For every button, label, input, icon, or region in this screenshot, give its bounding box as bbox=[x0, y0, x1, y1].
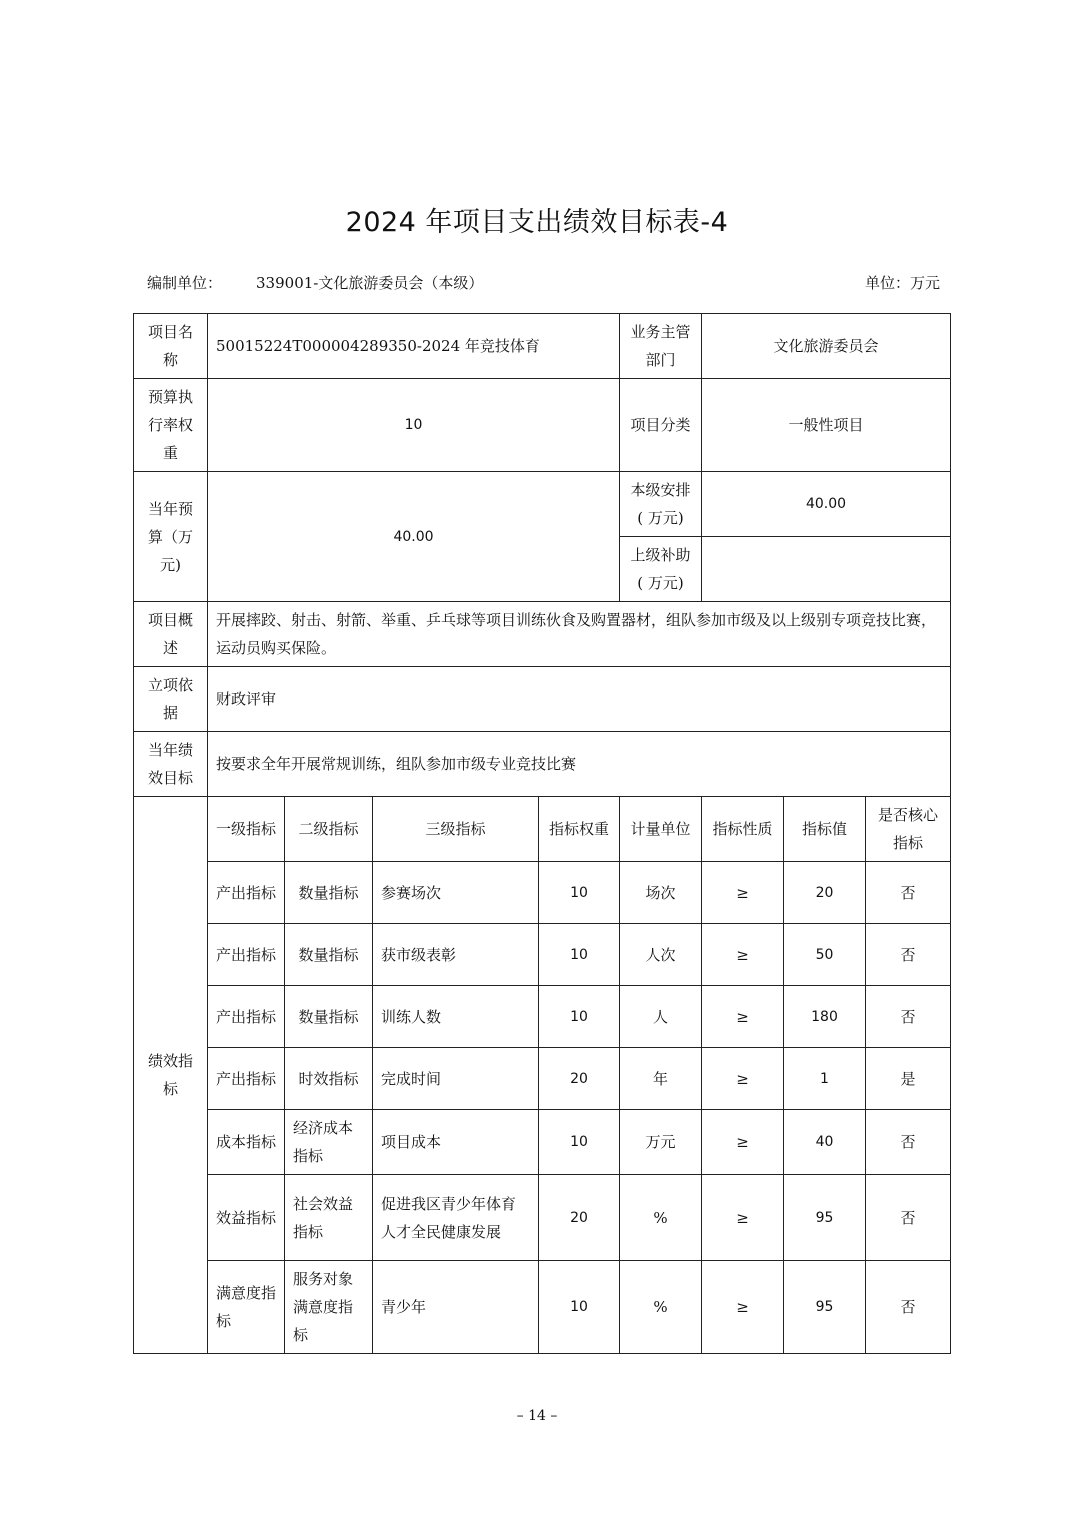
weight-cell: 20 bbox=[539, 1175, 620, 1261]
level2-cell: 社会效益指标 bbox=[285, 1175, 373, 1261]
nature-cell: ≥ bbox=[702, 1175, 784, 1261]
value-cell: 50 bbox=[784, 924, 866, 986]
level3-cell: 获市级表彰 bbox=[373, 924, 539, 986]
weight-cell: 10 bbox=[539, 862, 620, 924]
level1-cell: 满意度指标 bbox=[208, 1261, 285, 1354]
level3-cell: 项目成本 bbox=[373, 1110, 539, 1175]
basis-label: 立项依据 bbox=[134, 667, 208, 732]
level3-cell: 完成时间 bbox=[373, 1048, 539, 1110]
level1-cell: 产出指标 bbox=[208, 986, 285, 1048]
org-line bbox=[147, 272, 483, 293]
indicator-header: 指标值 bbox=[784, 797, 866, 862]
core-cell: 否 bbox=[866, 924, 951, 986]
core-cell: 否 bbox=[866, 1261, 951, 1354]
core-cell: 是 bbox=[866, 1048, 951, 1110]
weight-cell: 10 bbox=[539, 924, 620, 986]
value-cell: 95 bbox=[784, 1175, 866, 1261]
performance-table bbox=[133, 313, 951, 1354]
level1-cell: 成本指标 bbox=[208, 1110, 285, 1175]
page-title: 2024 年项目支出绩效目标表-4 bbox=[345, 207, 729, 238]
unit-cell: % bbox=[620, 1175, 702, 1261]
level1-cell: 产出指标 bbox=[208, 1048, 285, 1110]
dept-label: 业务主管部门 bbox=[620, 314, 702, 379]
level2-cell: 数量指标 bbox=[285, 986, 373, 1048]
weight-cell: 20 bbox=[539, 1048, 620, 1110]
value-cell: 1 bbox=[784, 1048, 866, 1110]
indicator-header: 指标性质 bbox=[702, 797, 784, 862]
local-label: 本级安排( 万元) bbox=[620, 472, 702, 537]
nature-cell: ≥ bbox=[702, 1110, 784, 1175]
nature-cell: ≥ bbox=[702, 1261, 784, 1354]
weight-cell: 10 bbox=[539, 1110, 620, 1175]
core-cell: 否 bbox=[866, 862, 951, 924]
core-cell: 否 bbox=[866, 1110, 951, 1175]
local-value: 40.00 bbox=[702, 472, 951, 537]
level2-cell: 经济成本指标 bbox=[285, 1110, 373, 1175]
unit-cell: 年 bbox=[620, 1048, 702, 1110]
budget-label: 当年预算（万元) bbox=[134, 472, 208, 602]
indicator-header: 二级指标 bbox=[285, 797, 373, 862]
goal-label: 当年绩效目标 bbox=[134, 732, 208, 797]
indicator-row bbox=[134, 1048, 951, 1110]
indicator-row bbox=[134, 924, 951, 986]
value-cell: 95 bbox=[784, 1261, 866, 1354]
category-label: 项目分类 bbox=[620, 379, 702, 472]
level1-cell: 效益指标 bbox=[208, 1175, 285, 1261]
level3-cell: 训练人数 bbox=[373, 986, 539, 1048]
budget-value: 40.00 bbox=[208, 472, 620, 602]
nature-cell: ≥ bbox=[702, 862, 784, 924]
nature-cell: ≥ bbox=[702, 924, 784, 986]
basis-value: 财政评审 bbox=[208, 667, 951, 732]
org-value: 339001-文化旅游委员会（本级） bbox=[256, 274, 484, 292]
indicator-header: 是否核心指标 bbox=[866, 797, 951, 862]
level1-cell: 产出指标 bbox=[208, 862, 285, 924]
level2-cell: 时效指标 bbox=[285, 1048, 373, 1110]
unit-cell: 人 bbox=[620, 986, 702, 1048]
level2-cell: 数量指标 bbox=[285, 924, 373, 986]
indicator-section-label: 绩效指标 bbox=[134, 797, 208, 1354]
indicator-row bbox=[134, 1110, 951, 1175]
level2-cell: 服务对象满意度指标 bbox=[285, 1261, 373, 1354]
indicator-header: 一级指标 bbox=[208, 797, 285, 862]
value-cell: 20 bbox=[784, 862, 866, 924]
level3-cell: 参赛场次 bbox=[373, 862, 539, 924]
upper-value bbox=[702, 537, 951, 602]
level3-cell: 促进我区青少年体育人才全民健康发展 bbox=[373, 1175, 539, 1261]
nature-cell: ≥ bbox=[702, 1048, 784, 1110]
project-name-label: 项目名称 bbox=[134, 314, 208, 379]
weight-label: 预算执行率权重 bbox=[134, 379, 208, 472]
core-cell: 否 bbox=[866, 986, 951, 1048]
nature-cell: ≥ bbox=[702, 986, 784, 1048]
value-cell: 180 bbox=[784, 986, 866, 1048]
indicator-header: 指标权重 bbox=[539, 797, 620, 862]
unit-cell: % bbox=[620, 1261, 702, 1354]
indicator-row bbox=[134, 862, 951, 924]
weight-cell: 10 bbox=[539, 986, 620, 1048]
core-cell: 否 bbox=[866, 1175, 951, 1261]
weight-cell: 10 bbox=[539, 1261, 620, 1354]
unit-label: 单位：万元 bbox=[864, 274, 940, 292]
indicator-header: 计量单位 bbox=[620, 797, 702, 862]
unit-cell: 场次 bbox=[620, 862, 702, 924]
project-name-value: 50015224T000004289350-2024 年竞技体育 bbox=[208, 314, 620, 379]
level1-cell: 产出指标 bbox=[208, 924, 285, 986]
goal-value: 按要求全年开展常规训练，组队参加市级专业竞技比赛 bbox=[208, 732, 951, 797]
dept-value: 文化旅游委员会 bbox=[702, 314, 951, 379]
summary-label: 项目概述 bbox=[134, 602, 208, 667]
weight-value: 10 bbox=[208, 379, 620, 472]
unit-cell: 万元 bbox=[620, 1110, 702, 1175]
page-number: – 14 – bbox=[516, 1408, 558, 1424]
level3-cell: 青少年 bbox=[373, 1261, 539, 1354]
indicator-row bbox=[134, 986, 951, 1048]
indicator-header: 三级指标 bbox=[373, 797, 539, 862]
indicator-row bbox=[134, 1175, 951, 1261]
upper-label: 上级补助( 万元) bbox=[620, 537, 702, 602]
value-cell: 40 bbox=[784, 1110, 866, 1175]
unit-cell: 人次 bbox=[620, 924, 702, 986]
category-value: 一般性项目 bbox=[702, 379, 951, 472]
level2-cell: 数量指标 bbox=[285, 862, 373, 924]
summary-value: 开展摔跤、射击、射箭、举重、乒乓球等项目训练伙食及购置器材，组队参加市级及以上级别专项竞技比赛，运动员购买保险。 bbox=[208, 602, 951, 667]
org-label: 编制单位： bbox=[147, 274, 223, 292]
indicator-row bbox=[134, 1261, 951, 1354]
